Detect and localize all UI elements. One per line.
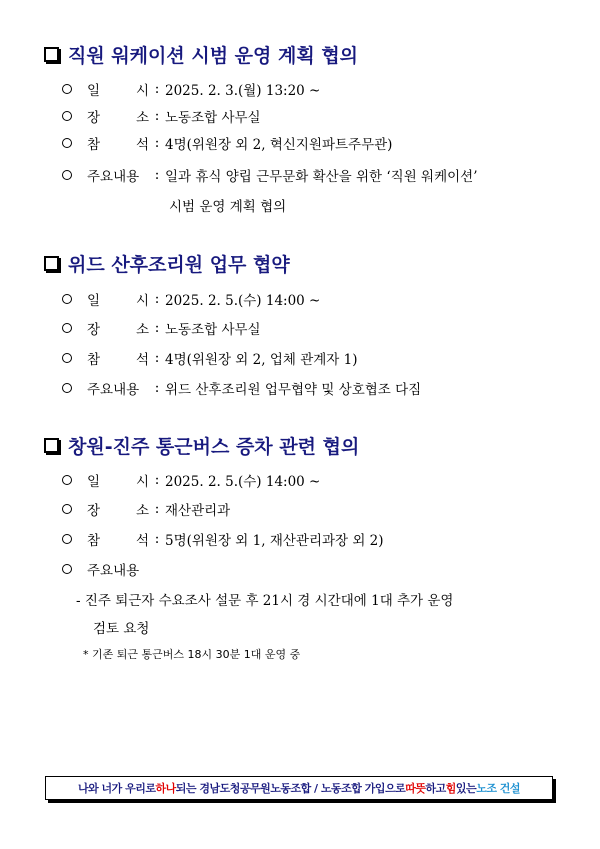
circle-bullet-icon [62, 534, 72, 544]
content-dash-item-continued: 검토 요청 [93, 621, 150, 637]
footer-highlight-red: 하나 [155, 782, 176, 795]
row-attend [62, 347, 357, 369]
row-attend [62, 132, 392, 154]
value-content-continued: 시범 운영 계획 협의 [169, 199, 287, 215]
row-content [62, 377, 421, 399]
circle-bullet-icon [62, 475, 72, 485]
footer-text: 하고 [425, 782, 446, 795]
label-attend: 참 석 [87, 533, 149, 549]
section-title [44, 432, 359, 458]
colon: : [154, 320, 160, 336]
value-attend: 4명(위원장 외 2, 혁신지원파트주무관) [165, 137, 393, 153]
row-place [62, 105, 261, 127]
circle-bullet-icon [62, 353, 72, 363]
circle-bullet-icon [62, 504, 72, 514]
row-date [62, 78, 320, 100]
circle-bullet-icon [62, 84, 72, 94]
value-date: 2025. 2. 5.(수) 14:00 ~ [165, 474, 321, 490]
label-content: 주요내용 [87, 169, 140, 185]
footer-text: 나와 너가 우리로 [77, 782, 156, 795]
checkbox-icon [44, 256, 59, 271]
value-place: 재산관리과 [165, 503, 231, 519]
label-content: 주요내용 [87, 382, 140, 398]
footer-slogan-banner [45, 776, 553, 800]
circle-bullet-icon [62, 294, 72, 304]
circle-bullet-icon [62, 564, 72, 574]
footnote: * 기존 퇴근 통근버스 18시 30분 1대 운영 중 [83, 648, 301, 661]
footer-text: 있는 [455, 782, 477, 795]
label-content: 주요내용 [87, 563, 140, 579]
row-date [62, 288, 320, 310]
colon: : [154, 501, 160, 517]
circle-bullet-icon [62, 138, 72, 148]
colon: : [154, 350, 160, 366]
row-place [62, 498, 230, 520]
colon: : [154, 380, 160, 396]
section-title-text: 창원-진주 통근버스 증차 관련 협의 [68, 435, 360, 458]
checkbox-icon [44, 47, 59, 62]
label-date: 일 시 [87, 474, 149, 490]
footer-highlight-red: 따뜻 [405, 782, 426, 795]
label-date: 일 시 [87, 293, 149, 309]
row-place [62, 317, 261, 339]
section-title-text: 직원 워케이션 시범 운영 계획 협의 [68, 44, 359, 67]
footer-highlight-red: 힘 [445, 782, 456, 795]
colon: : [154, 531, 160, 547]
value-date: 2025. 2. 3.(월) 13:20 ~ [165, 83, 321, 99]
colon: : [154, 81, 160, 97]
label-place: 장 소 [87, 110, 149, 126]
circle-bullet-icon [62, 170, 72, 180]
section-title [44, 41, 358, 67]
label-attend: 참 석 [87, 352, 149, 368]
section-title-text: 위드 산후조리원 업무 협약 [68, 253, 290, 276]
label-place: 장 소 [87, 322, 149, 338]
circle-bullet-icon [62, 323, 72, 333]
section-title [44, 250, 290, 276]
label-place: 장 소 [87, 503, 149, 519]
colon: : [154, 135, 160, 151]
row-content [62, 558, 149, 580]
colon: : [154, 291, 160, 307]
checkbox-icon [44, 438, 59, 453]
footer-text: 되는 경남도청공무원노동조합 / 노동조합 가입으로 [175, 782, 406, 795]
row-date [62, 469, 320, 491]
value-place: 노동조합 사무실 [165, 110, 261, 126]
colon: : [154, 472, 160, 488]
value-date: 2025. 2. 5.(수) 14:00 ~ [165, 293, 321, 309]
colon: : [154, 167, 160, 183]
footer-highlight-cyan: 노조 건설 [476, 782, 521, 795]
value-attend: 5명(위원장 외 1, 재산관리과장 외 2) [165, 533, 384, 549]
label-attend: 참 석 [87, 137, 149, 153]
row-content [62, 164, 477, 186]
colon: : [154, 108, 160, 124]
circle-bullet-icon [62, 383, 72, 393]
label-date: 일 시 [87, 83, 149, 99]
value-content: 위드 산후조리원 업무협약 및 상호협조 다짐 [165, 382, 422, 398]
content-dash-item: - 진주 퇴근자 수요조사 설문 후 21시 경 시간대에 1대 추가 운영 [76, 593, 454, 609]
value-attend: 4명(위원장 외 2, 업체 관계자 1) [165, 352, 358, 368]
circle-bullet-icon [62, 111, 72, 121]
value-place: 노동조합 사무실 [165, 322, 261, 338]
value-content: 일과 휴식 양립 근무문화 확산을 위한 ‘직원 워케이션’ [165, 169, 478, 185]
row-attend [62, 528, 384, 550]
